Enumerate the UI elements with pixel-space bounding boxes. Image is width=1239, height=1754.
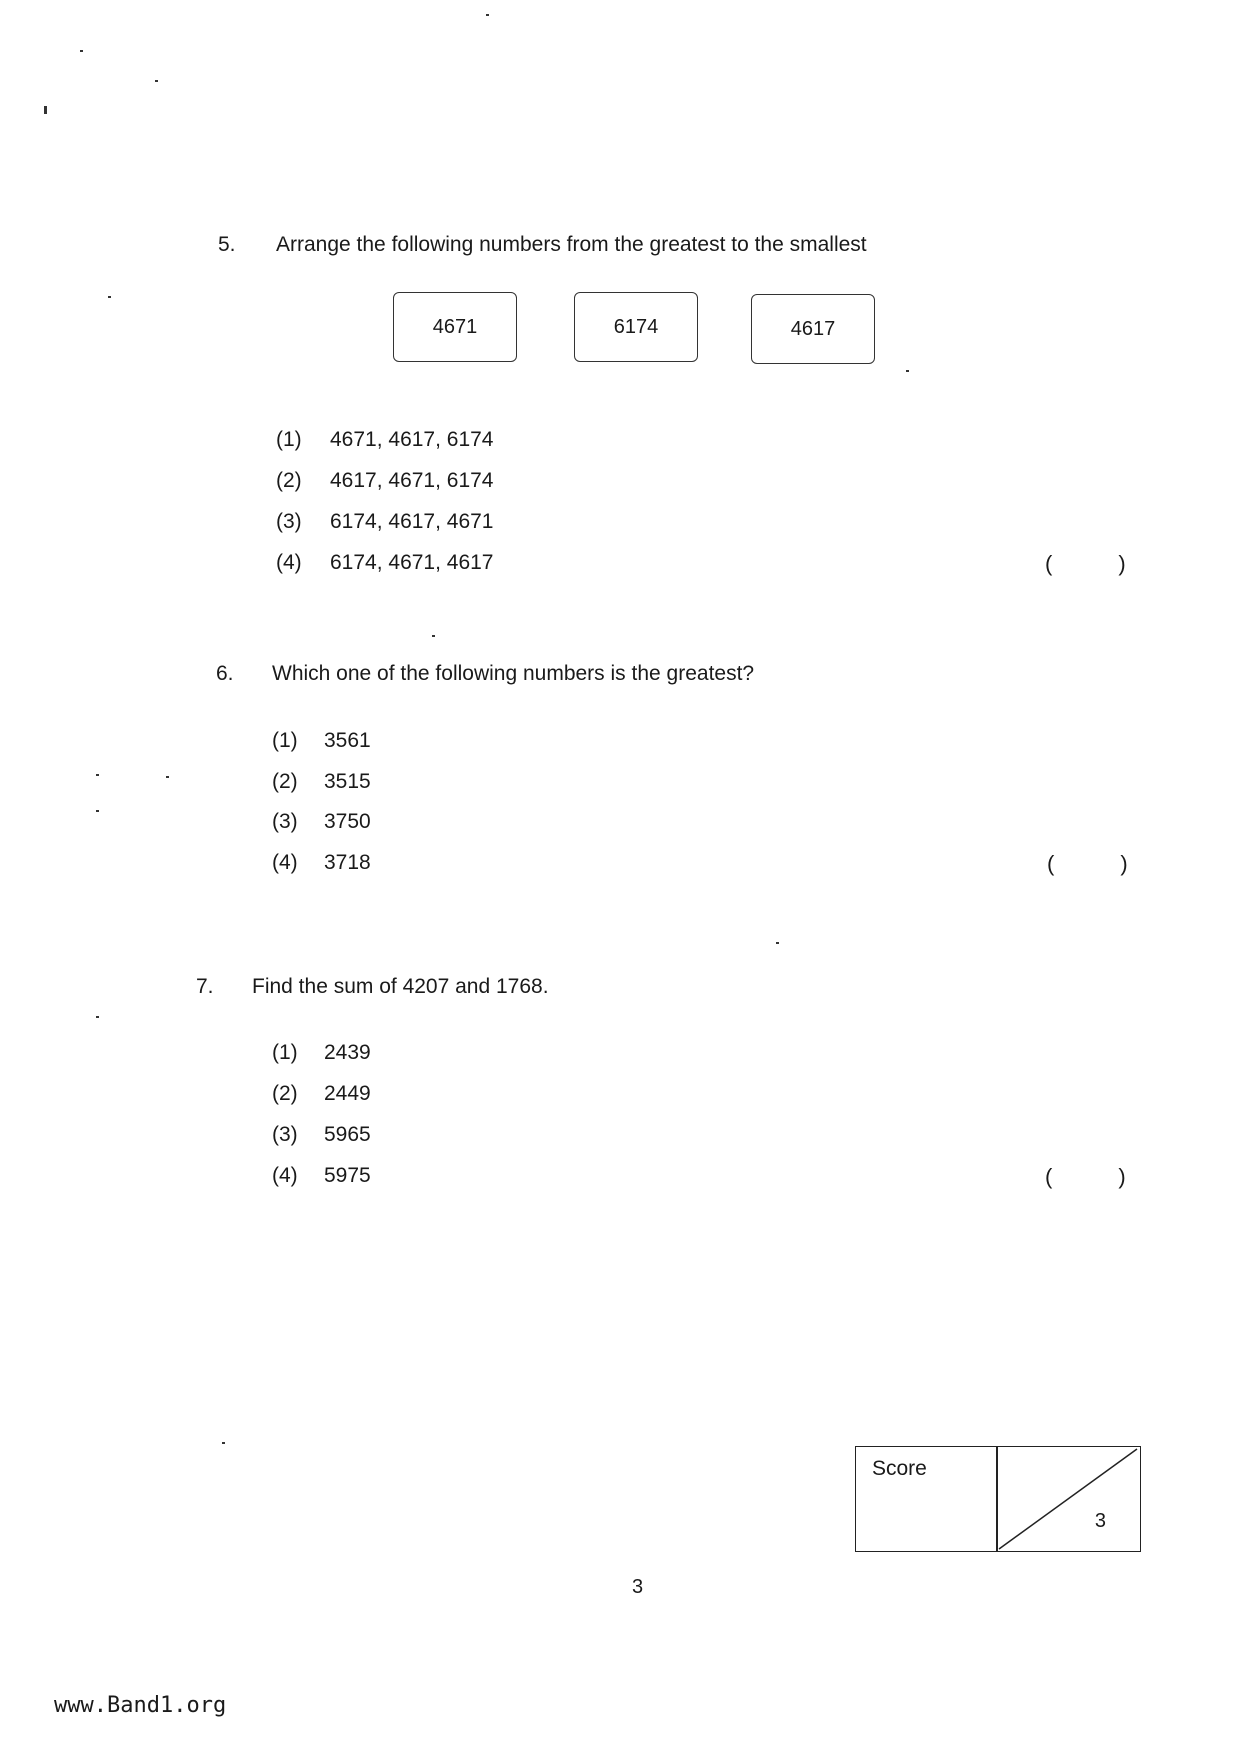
page-number: 3 bbox=[632, 1576, 644, 1598]
question-number: 7. bbox=[196, 975, 214, 998]
option-value: 6174, 4617, 4671 bbox=[330, 510, 494, 533]
question-text: Arrange the following numbers from the greatest to the smallest bbox=[276, 233, 867, 256]
option-label: (3) bbox=[272, 1123, 298, 1146]
scan-speck bbox=[166, 776, 169, 778]
answer-open: ( bbox=[1047, 851, 1055, 876]
option-4 bbox=[272, 851, 371, 875]
option-label: (3) bbox=[272, 810, 298, 833]
option-label: (1) bbox=[272, 1041, 298, 1064]
option-2 bbox=[272, 770, 371, 794]
option-label: (4) bbox=[272, 851, 298, 874]
number-box: 6174 bbox=[574, 292, 698, 362]
scan-speck bbox=[222, 1442, 225, 1444]
scan-speck bbox=[96, 1016, 99, 1018]
option-label: (4) bbox=[272, 1164, 298, 1187]
option-1 bbox=[272, 729, 371, 753]
option-value: 4671, 4617, 6174 bbox=[330, 428, 494, 451]
question-text: Find the sum of 4207 and 1768. bbox=[252, 975, 549, 998]
option-label: (2) bbox=[276, 469, 302, 492]
scan-speck bbox=[776, 942, 779, 944]
option-label: (2) bbox=[272, 1082, 298, 1105]
option-1 bbox=[276, 428, 494, 452]
option-value: 3561 bbox=[324, 729, 371, 752]
answer-close: ) bbox=[1118, 1164, 1126, 1189]
answer-open: ( bbox=[1045, 551, 1053, 576]
option-2 bbox=[276, 469, 494, 493]
scan-speck bbox=[486, 14, 489, 16]
option-3 bbox=[272, 810, 371, 834]
scan-speck bbox=[432, 635, 435, 637]
scan-speck bbox=[108, 296, 111, 298]
option-2 bbox=[272, 1082, 371, 1106]
option-value: 2439 bbox=[324, 1041, 371, 1064]
score-label: Score bbox=[872, 1457, 927, 1480]
option-value: 3750 bbox=[324, 810, 371, 833]
answer-blank bbox=[1047, 851, 1128, 877]
option-value: 3718 bbox=[324, 851, 371, 874]
question-number: 5. bbox=[218, 233, 236, 256]
question-text: Which one of the following numbers is the greatest? bbox=[272, 662, 755, 685]
scan-speck bbox=[44, 106, 47, 114]
score-box bbox=[855, 1446, 1141, 1552]
option-value: 2449 bbox=[324, 1082, 371, 1105]
scan-speck bbox=[96, 810, 99, 812]
option-value: 5965 bbox=[324, 1123, 371, 1146]
option-value: 6174, 4671, 4617 bbox=[330, 551, 494, 574]
footer-url: www.Band1.org bbox=[54, 1693, 227, 1718]
number-box: 4671 bbox=[393, 292, 517, 362]
option-3 bbox=[276, 510, 494, 534]
option-label: (2) bbox=[272, 770, 298, 793]
diagonal-line bbox=[997, 1447, 1139, 1551]
option-value: 5975 bbox=[324, 1164, 371, 1187]
option-label: (3) bbox=[276, 510, 302, 533]
scan-speck bbox=[155, 80, 158, 82]
answer-close: ) bbox=[1118, 551, 1126, 576]
option-label: (1) bbox=[276, 428, 302, 451]
score-max: 3 bbox=[1094, 1510, 1106, 1532]
answer-close: ) bbox=[1120, 851, 1128, 876]
answer-open: ( bbox=[1045, 1164, 1053, 1189]
option-value: 4617, 4671, 6174 bbox=[330, 469, 494, 492]
scan-speck bbox=[96, 774, 99, 776]
option-3 bbox=[272, 1123, 371, 1147]
number-box: 4617 bbox=[751, 294, 875, 364]
question-number: 6. bbox=[216, 662, 234, 685]
scan-speck bbox=[80, 50, 83, 52]
option-label: (1) bbox=[272, 729, 298, 752]
option-1 bbox=[272, 1041, 371, 1065]
answer-blank bbox=[1045, 551, 1126, 577]
scan-speck bbox=[906, 370, 909, 372]
option-4 bbox=[272, 1164, 371, 1188]
answer-blank bbox=[1045, 1164, 1126, 1190]
option-4 bbox=[276, 551, 494, 575]
option-label: (4) bbox=[276, 551, 302, 574]
option-value: 3515 bbox=[324, 770, 371, 793]
